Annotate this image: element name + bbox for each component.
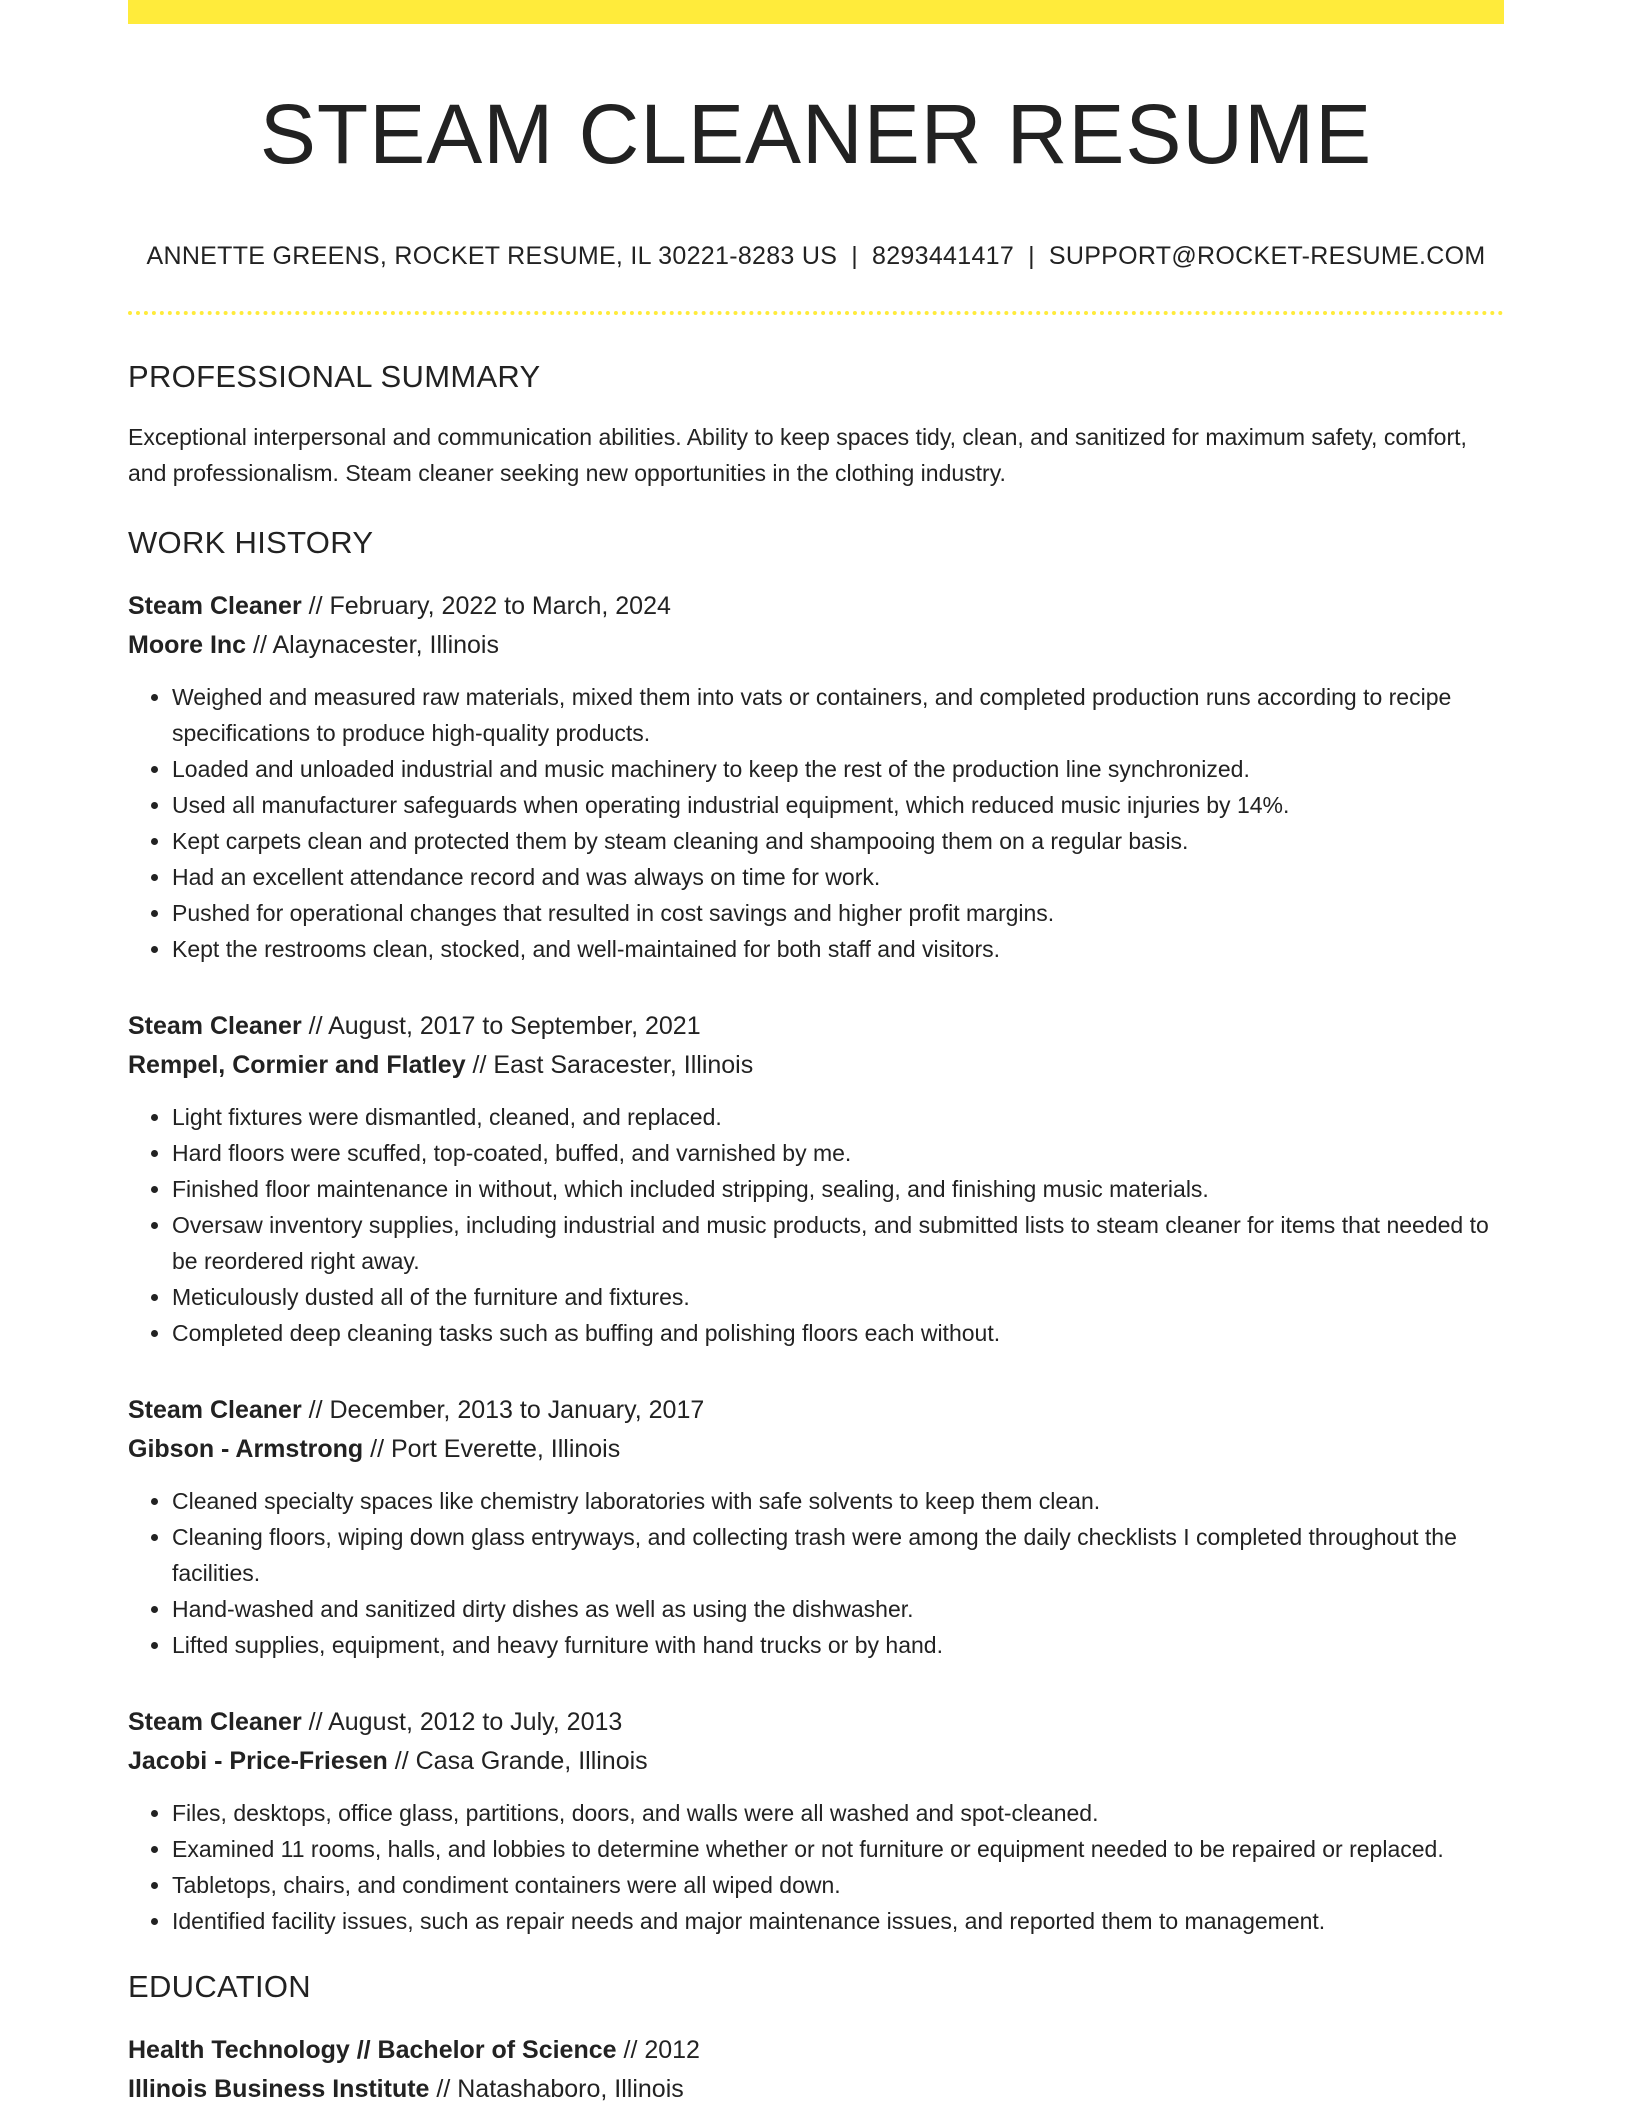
education-year: // 2012 [616, 2036, 700, 2065]
job-dates: // February, 2022 to March, 2024 [301, 592, 671, 621]
job-title: Steam Cleaner [128, 1012, 302, 1041]
job-duty: • Identified facility issues, such as repair needs and major maintenance issues, and reported them to management. [172, 1903, 1504, 1939]
job-title: Steam Cleaner [128, 1396, 302, 1425]
job-location: // Port Everette, Illinois [363, 1435, 621, 1464]
job-duty: • Examined 11 rooms, halls, and lobbies to determine whether or not furniture or equipment needed to be repaired or replaced. [172, 1831, 1504, 1867]
job-location: // East Saracester, Illinois [465, 1051, 754, 1080]
education-degree-line [128, 2031, 1504, 2070]
job-company: Gibson - Armstrong [128, 1435, 364, 1464]
job-company: Jacobi - Price-Friesen [128, 1747, 388, 1776]
job-company-line [128, 1430, 1504, 1469]
contact-info [128, 242, 1504, 271]
job-company-line [128, 1742, 1504, 1781]
job-duty: • Kept the restrooms clean, stocked, and well-maintained for both staff and visitors. [172, 931, 1504, 967]
job-duty: • Hard floors were scuffed, top-coated, buffed, and varnished by me. [172, 1135, 1504, 1171]
job-duty: • Weighed and measured raw materials, mixed them into vats or containers, and completed production runs according to recipe specifications to produce high-quality products. [172, 679, 1504, 751]
job-company-line [128, 1046, 1504, 1085]
section-divider [128, 311, 1504, 315]
summary-heading: PROFESSIONAL SUMMARY [128, 359, 541, 395]
job-duty: • Oversaw inventory supplies, including industrial and music products, and submitted lists to steam cleaner for items that needed to be reordered right away. [172, 1207, 1504, 1279]
job-duty: • Lifted supplies, equipment, and heavy furniture with hand trucks or by hand. [172, 1627, 1504, 1663]
job-entry [128, 1007, 1504, 1351]
contact-separator: | [1028, 242, 1035, 271]
job-company-line [128, 626, 1504, 665]
contact-address: ANNETTE GREENS, ROCKET RESUME, IL 30221-8283 US [146, 242, 838, 271]
job-entry [128, 1703, 1504, 1939]
job-title-line [128, 1007, 1504, 1046]
contact-email: SUPPORT@ROCKET-RESUME.COM [1048, 242, 1486, 271]
job-location: // Casa Grande, Illinois [387, 1747, 648, 1776]
job-location: // Alaynacester, Illinois [246, 631, 499, 660]
job-title-line [128, 587, 1504, 626]
job-duty: • Hand-washed and sanitized dirty dishes as well as using the dishwasher. [172, 1591, 1504, 1627]
job-duty: • Had an excellent attendance record and was always on time for work. [172, 859, 1504, 895]
job-duties [128, 1099, 1504, 1351]
work-history-heading: WORK HISTORY [128, 525, 374, 561]
job-duty: • Tabletops, chairs, and condiment containers were all wiped down. [172, 1867, 1504, 1903]
job-title: Steam Cleaner [128, 1708, 302, 1737]
job-dates: // December, 2013 to January, 2017 [301, 1396, 705, 1425]
education-school: Illinois Business Institute [128, 2075, 430, 2104]
resume-page [128, 0, 1504, 2109]
job-duty: • Files, desktops, office glass, partitions, doors, and walls were all washed and spot-cleaned. [172, 1795, 1504, 1831]
job-duties [128, 679, 1504, 967]
job-duty: • Used all manufacturer safeguards when operating industrial equipment, which reduced music injuries by 14%. [172, 787, 1504, 823]
contact-phone: 8293441417 [872, 242, 1015, 271]
job-title-line [128, 1391, 1504, 1430]
job-entry [128, 587, 1504, 967]
job-title-line [128, 1703, 1504, 1742]
job-company: Rempel, Cormier and Flatley [128, 1051, 466, 1080]
job-duty: • Light fixtures were dismantled, cleaned, and replaced. [172, 1099, 1504, 1135]
education-school-line [128, 2070, 1504, 2109]
job-company: Moore Inc [128, 631, 247, 660]
education-heading: EDUCATION [128, 1969, 311, 2005]
job-duties [128, 1795, 1504, 1939]
job-dates: // August, 2017 to September, 2021 [301, 1012, 701, 1041]
job-duty: • Cleaned specialty spaces like chemistry laboratories with safe solvents to keep them clean. [172, 1483, 1504, 1519]
job-duty: • Kept carpets clean and protected them by steam cleaning and shampooing them on a regular basis. [172, 823, 1504, 859]
job-duty: • Meticulously dusted all of the furniture and fixtures. [172, 1279, 1504, 1315]
job-title: Steam Cleaner [128, 592, 302, 621]
job-duty: • Cleaning floors, wiping down glass entryways, and collecting trash were among the daily checklists I completed throughout the facilities. [172, 1519, 1504, 1591]
job-duty: • Completed deep cleaning tasks such as buffing and polishing floors each without. [172, 1315, 1504, 1351]
job-duties [128, 1483, 1504, 1663]
job-dates: // August, 2012 to July, 2013 [301, 1708, 623, 1737]
job-duty: • Loaded and unloaded industrial and music machinery to keep the rest of the production line synchronized. [172, 751, 1504, 787]
contact-separator: | [851, 242, 859, 271]
education-degree: Health Technology // Bachelor of Science [128, 2036, 617, 2065]
accent-bar [128, 0, 1504, 24]
education-location: // Natashaboro, Illinois [429, 2075, 684, 2104]
job-entry [128, 1391, 1504, 1663]
resume-title: STEAM CLEANER RESUME [259, 87, 1373, 181]
job-duty: • Finished floor maintenance in without, which included stripping, sealing, and finishing music materials. [172, 1171, 1504, 1207]
summary-text: Exceptional interpersonal and communication abilities. Ability to keep spaces tidy, clean, and sanitized for maximum safety, comfort, and professionalism. Steam cleaner seeking new opportunities in the clothing industry. [128, 424, 1467, 487]
education-entry [128, 2031, 1504, 2109]
job-duty: • Pushed for operational changes that resulted in cost savings and higher profit margins. [172, 895, 1504, 931]
